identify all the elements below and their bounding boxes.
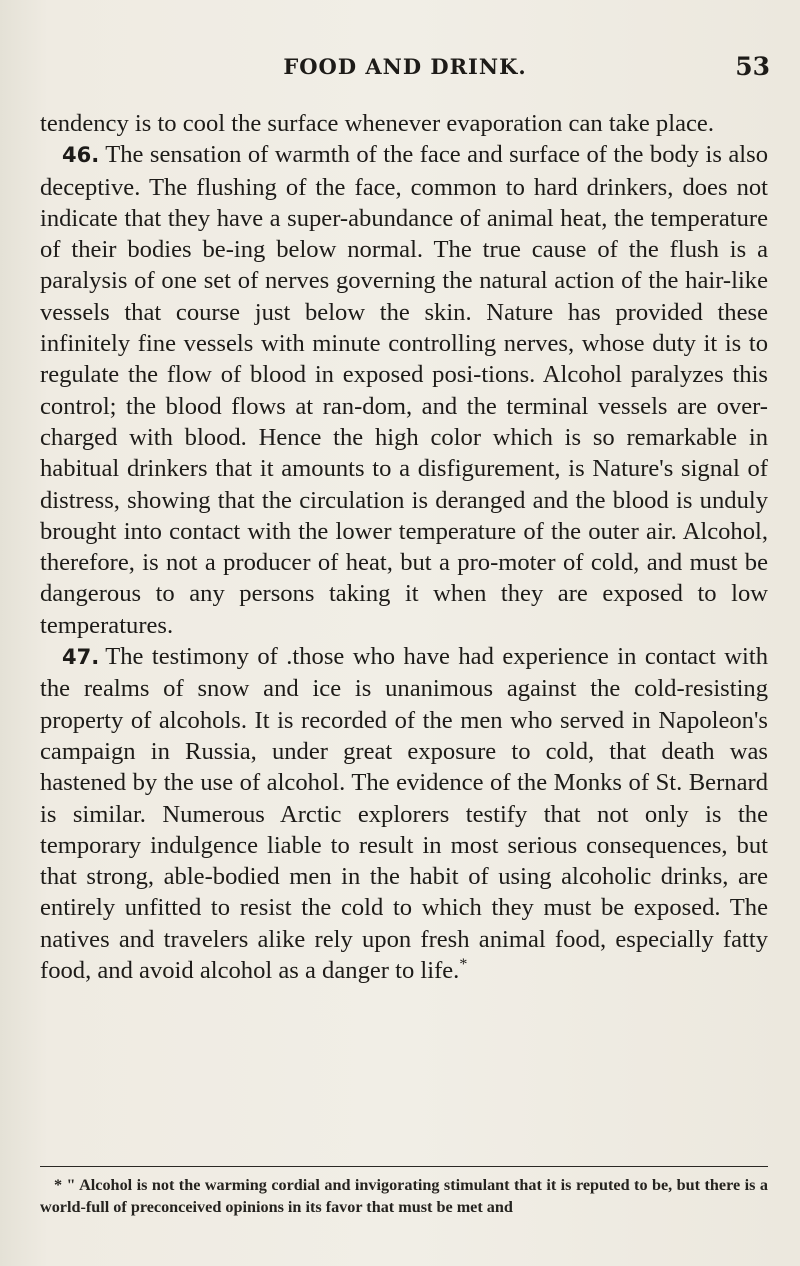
paragraph-text: The testimony of .those who have had experience in contact with the realms of snow and ice is unanimous against the cold-resisting property of alcohols. It is recorded of the men who served in Napoleon's campaign in Russia, under great exposure to cold, that death was hastened by the use of alcohol. The evidence of the Monks of St. Bernard is similar. Numerous Arctic explorers testify that not only is the temporary indulgence liable to result in most serious consequences, but that strong, able-bodied men in the habit of using alcoholic drinks, are entirely unfitted to resist the cold to which they must be exposed. The natives and travelers alike rely upon fresh animal food, especially fatty food, and avoid alcohol as a danger to life.	[40, 643, 768, 985]
paragraph-text: tendency is to cool the surface whenever evaporation can take place.	[40, 110, 714, 137]
paragraph-text: The sensation of warmth of the face and surface of the body is also deceptive. The flushing of the face, common to hard drinkers, does not indicate that they have a super-abundance of animal heat, the temperature of their bodies be-ing below normal. The true cause of the flush is a paralysis of one set of nerves governing the natural action of the hair-like vessels that course just below the skin. Nature has provided these infinitely fine vessels with minute controlling nerves, whose duty it is to regulate the flow of blood in exposed posi-tions. Alcohol paralyzes this control; the blood flows at ran-dom, and the terminal vessels are over-charged with blood. Hence the high color which is so remarkable in habitual drinkers that it amounts to a disfigurement, is Nature's signal of distress, showing that the circulation is deranged and the blood is unduly brought into contact with the lower temperature of the outer air. Alcohol, therefore, is not a producer of heat, but a pro-moter of cold, and must be dangerous to any persons taking it when they are exposed to low temperatures.	[40, 141, 768, 639]
footnote-marker: *	[459, 955, 468, 973]
paragraph-47	[40, 641, 768, 986]
paragraph-number: 46.	[62, 143, 100, 168]
footnote-rule	[40, 1166, 768, 1167]
footnote: * " Alcohol is not the warming cordial and invigorating stimulant that it is reputed to be, but there is a world-full of preconceived opinions in its favor that must be met and	[40, 1176, 768, 1216]
paragraph-continuation	[40, 108, 768, 139]
running-head: FOOD AND DRINK.	[283, 54, 527, 79]
paragraph-number: 47.	[62, 645, 100, 670]
page-header	[40, 52, 770, 86]
body-text	[40, 108, 768, 986]
page-number: 53	[735, 52, 770, 81]
paragraph-46	[40, 139, 768, 641]
